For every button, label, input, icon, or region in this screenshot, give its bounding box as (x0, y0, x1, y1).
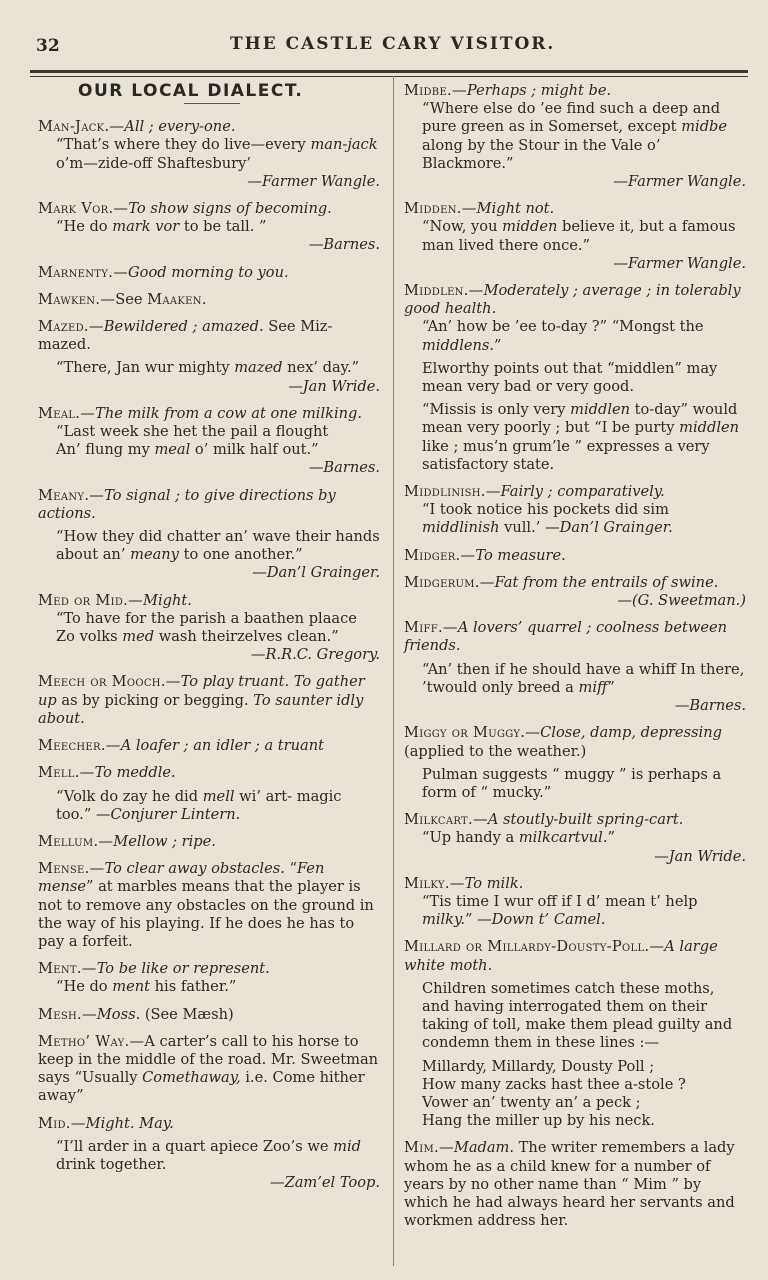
quote (56, 1138, 380, 1174)
left-column (38, 82, 380, 1201)
attribution: —Dan’l Grainger. (252, 564, 380, 582)
entry-milky (404, 875, 746, 930)
quote-italic: mid (333, 1137, 361, 1155)
quote (422, 893, 746, 929)
quote-italic: middlens. (422, 336, 495, 354)
quote-line: “Up handy a (422, 829, 519, 847)
definition: Fat from the entrails of swine. (494, 573, 719, 591)
attribution: —Farmer Wangle. (247, 172, 380, 190)
quote-line: magic too.” (56, 787, 342, 823)
entry-mesh (38, 1006, 380, 1024)
right-column (404, 82, 746, 1239)
headword: Midbe.— (404, 82, 467, 99)
entry-marnenty (38, 264, 380, 282)
entry-midger (404, 547, 746, 565)
entry-midgerum (404, 574, 746, 610)
definition: A stoutly-built spring-cart. (487, 811, 684, 829)
definition: Perhaps ; might be. (466, 82, 612, 99)
quote-italic: med (122, 628, 155, 646)
quote (56, 528, 380, 564)
text: as by picking or begging. (56, 691, 254, 709)
attribution: —Jan Wride. (654, 847, 746, 865)
quote-line: “That’s where they do live—every (56, 136, 306, 154)
headword: Millard or Millardy-Dousty-Poll.— (404, 938, 665, 956)
entry-miff (404, 619, 746, 715)
quote (56, 359, 380, 377)
headword: Mazed.— (38, 318, 104, 336)
quote-italic: man-jack (310, 136, 378, 154)
definition: To measure. (475, 546, 566, 564)
quote-italic: mazed (234, 359, 283, 377)
definition: All ; every-one. (124, 118, 236, 136)
headword: Mawken.— (38, 290, 116, 308)
quote-line: wi’ art- (234, 787, 293, 805)
attribution: —Conjurer Lintern. (95, 805, 241, 823)
quote-italic: milky. (422, 911, 465, 929)
quote-line: another.” (234, 546, 303, 564)
text: The writer remembers a lady whom he as a child knew for a number of years by no other name than “ Mim ” by which he had always heard her servants and workmen address her. (404, 1139, 735, 1230)
quote-line: drink together. (56, 1155, 167, 1173)
headword: Mim.— (404, 1139, 454, 1157)
quote (56, 788, 380, 824)
definition: Close, damp, depressing (540, 724, 722, 742)
quote (56, 218, 380, 236)
quote-line: An’ flung my (56, 441, 155, 459)
cross-ref: Maaken. (147, 290, 207, 308)
entry-miggy (404, 724, 746, 802)
text: i.e. Come hither away” (38, 1069, 365, 1105)
attribution: —Down t’ Camel. (472, 911, 606, 929)
definition: The milk from a cow at one milking. (95, 404, 363, 422)
quote (422, 501, 746, 537)
paragraph: Pulman suggests “ muggy ” is perhaps a form of “ mucky.” (422, 765, 722, 801)
attribution: —(G. Sweetman.) (617, 592, 746, 610)
entry-meech (38, 673, 380, 728)
attribution: —Dan’l Grainger. (540, 519, 673, 537)
quote-italic: middlinish (422, 519, 500, 537)
entry-mazed (38, 318, 380, 396)
definition: Good morning to you. (128, 263, 289, 281)
entry-midden (404, 200, 746, 273)
quote-line: flought (275, 423, 329, 441)
quote-line: Zoo’s we (262, 1137, 334, 1155)
definition: To show signs of becoming. (128, 200, 332, 218)
entry-meany (38, 487, 380, 583)
definition: Fen mense (38, 860, 325, 896)
headword: Ment.— (38, 960, 97, 978)
quote-line: “To have for the parish a baathen (56, 609, 305, 627)
quote-line: clean.” (286, 628, 339, 646)
headword: Middlinish.— (404, 483, 501, 501)
header-rule-thick (30, 70, 748, 73)
headword: Miff.— (404, 619, 458, 637)
quote-italic: ment (112, 978, 150, 996)
quote-italic: midbe (681, 118, 728, 136)
definition: Moss. (96, 1005, 141, 1023)
quote-line: wash theirzelves (154, 628, 283, 646)
quote (56, 628, 380, 646)
quote-line: ” (494, 336, 502, 354)
attribution: —Farmer Wangle. (613, 173, 746, 191)
headword: Man-Jack.— (38, 118, 125, 136)
quote-line: nex’ day.” (287, 359, 360, 377)
attribution: —Barnes. (308, 459, 380, 477)
headword: Marnenty.— (38, 263, 128, 281)
text: to-day” would mean very poorly ; but “I be purty (422, 401, 738, 437)
entry-mellum (38, 833, 380, 851)
entry-mell (38, 764, 380, 824)
cross-ref-text: See (115, 290, 148, 308)
quote-line: “Last week she het the pail a (56, 423, 272, 441)
definition: To saunter idly about. (38, 691, 364, 727)
quote (56, 441, 380, 459)
quote-line: “I took notice his pockets did sim (422, 501, 669, 519)
quote (422, 318, 746, 354)
quote-line: o’ milk half out.” (190, 441, 319, 459)
quote (422, 829, 746, 847)
page-number: 32 (36, 36, 60, 56)
quote-line: Zo volks (56, 628, 123, 646)
quote-line: “He do (56, 978, 113, 996)
definition: Mellow ; ripe. (113, 832, 216, 850)
attribution: —Jan Wride. (288, 377, 380, 395)
paragraph: Elworthy points out that “middlen” may mean very bad or very good. (422, 359, 718, 396)
definition: Comethaway, (142, 1069, 241, 1087)
quote-line: o’m—zide-off Shaftesbury’ (56, 154, 252, 172)
quote-line: plaace (308, 609, 357, 627)
entry-meecher (38, 737, 380, 755)
text: “Missis is only very (422, 401, 571, 419)
entry-mense (38, 860, 380, 951)
definition: A loafer ; an idler ; a truant (120, 737, 324, 755)
quote (56, 978, 380, 996)
definition: Madam. (453, 1139, 515, 1157)
quote-line: ” (607, 829, 615, 847)
headword: Midden.— (404, 200, 477, 218)
definition: To gather up (38, 673, 365, 709)
text: A carter’s call to his horse to keep in the middle of the road. Mr. Sweetman says “Usually (38, 1032, 379, 1087)
definition: Might. May. (85, 1114, 174, 1132)
quote-line: ” (607, 678, 615, 696)
quote-line: “Volk do zay he did (56, 787, 203, 805)
definition: Might not. (476, 200, 555, 218)
attribution: —Zam’el Toop. (269, 1174, 380, 1192)
column-divider (393, 76, 394, 1266)
entry-ment (38, 960, 380, 996)
entry-mark-vor (38, 200, 380, 255)
headword: Milkcart.— (404, 811, 488, 829)
attribution: —Barnes. (308, 236, 380, 254)
quote-line: believe it, but a famous man lived there once.” (422, 218, 736, 254)
quote-line: “Now, you (422, 218, 503, 236)
quote-line: their hands about an’ (56, 528, 380, 564)
quote-line: “Where else do ’ee find such a deep and pure green as in Somerset, except (422, 100, 721, 136)
headword: Midger.— (404, 546, 476, 564)
definition: Might. (143, 591, 192, 609)
quote-line: along by the Stour in the Vale o’ Blackmore.” (422, 136, 661, 172)
headword: Meecher.— (38, 737, 121, 755)
quote (56, 423, 380, 441)
quote-line: to be tall. ” (179, 218, 267, 236)
verse-line: Millardy, Millardy, Dousty Poll ; (422, 1057, 655, 1075)
headword: Middlen.— (404, 282, 484, 300)
attribution: —R.R.C. Gregory. (250, 646, 380, 664)
entry-mawken (38, 291, 380, 309)
note: (See Mæsh) (140, 1005, 234, 1023)
headword: Mense.— (38, 860, 105, 878)
entry-midbe (404, 82, 746, 191)
entry-metho-way (38, 1033, 380, 1106)
headword: Midgerum.— (404, 573, 495, 591)
quote (422, 218, 746, 254)
quote (56, 610, 380, 628)
quote-italic: meany (130, 546, 179, 564)
definition: Bewildered ; amazed. (103, 318, 264, 336)
definition: Fairly ; comparatively. (500, 483, 665, 501)
headword: Metho’ Way.— (38, 1032, 145, 1050)
definition: To be like or represent. (96, 960, 270, 978)
headword: Mellum.— (38, 832, 114, 850)
definition: To meddle. (94, 764, 176, 782)
note: See Miz-mazed. (38, 318, 333, 354)
quote-italic: miff (578, 678, 608, 696)
definition: To milk. (464, 874, 524, 892)
quote-line: In there, ’twould only breed a (422, 660, 745, 696)
quote-italic: milkcartvul. (518, 829, 608, 847)
verse-line: Hang the miller up by his neck. (422, 1112, 655, 1130)
quote-line: to one (178, 546, 230, 564)
quote-italic: midden (502, 218, 558, 236)
section-title-rule (184, 103, 240, 104)
headword: Mid.— (38, 1114, 86, 1132)
header-rule-thin (30, 76, 748, 77)
attribution: —Barnes. (674, 697, 746, 715)
entry-med (38, 592, 380, 665)
entry-mim (404, 1139, 746, 1230)
paragraph: Children sometimes catch these moths, and having interrogated them on their taking of toll, make them plead guilty and condemn them in these lines :— (422, 979, 733, 1052)
headword: Milky.— (404, 874, 465, 892)
definition: To play truant. (180, 673, 290, 691)
headword: Meech or Mooch.— (38, 673, 181, 691)
quote-italic: middlen (679, 419, 740, 437)
headword: Mell.— (38, 764, 95, 782)
entry-mid (38, 1115, 380, 1193)
headword: Miggy or Muggy.— (404, 724, 541, 742)
quote-italic: middlen (570, 401, 631, 419)
entry-middlinish (404, 483, 746, 538)
quote (422, 100, 746, 173)
definition: Moderately ; average ; in tolerably good health. (404, 282, 741, 318)
quote (422, 661, 746, 697)
entry-meal (38, 405, 380, 478)
headword: Meal.— (38, 404, 96, 422)
headword: Mark Vor.— (38, 200, 129, 218)
entry-man-jack (38, 118, 380, 191)
text: like ; mus’n grum’le ” expresses a very satisfactory state. (422, 437, 710, 473)
quote-line: “There, Jan wur mighty (56, 359, 235, 377)
definition: To signal ; to give directions by actions. (38, 486, 336, 522)
quote-line: “An’ how be ’ee to-day ?” “Mongst the (422, 318, 704, 336)
headword: Meany.— (38, 486, 105, 504)
definition: To clear away obstacles. (104, 860, 285, 878)
entry-middlen (404, 282, 746, 474)
paragraph (422, 401, 746, 474)
quote-line: “He do (56, 218, 113, 236)
quote-italic: mell (202, 787, 235, 805)
quote-line: “How they did chatter an’ wave (56, 528, 291, 546)
quote-line: “I’ll arder in a quart apiece (56, 1137, 259, 1155)
section-title: OUR LOCAL DIALECT. (78, 81, 304, 101)
text: ” at marbles means that the player is not to remove any obstacles on the ground in the way of his playing. If he does he has to pay a forfeit. (38, 878, 374, 950)
quote-line: “Tis time I wur off if I d’ mean t’ help (422, 892, 698, 910)
definition: A large white moth. (404, 938, 718, 974)
verse-line: Vower an’ twenty an’ a peck ; (422, 1093, 641, 1111)
quote-italic: meal (154, 441, 191, 459)
entry-milkcart (404, 811, 746, 866)
quote-italic: mark vor (112, 218, 180, 236)
text: “ (284, 860, 297, 878)
note: (applied to the weather.) (404, 742, 587, 760)
entry-millard (404, 938, 746, 1130)
quote-line: “An’ then if he should have a whiff (422, 660, 676, 678)
verse-line: How many zacks hast thee a-stole ? (422, 1075, 686, 1093)
quote (56, 136, 380, 172)
definition: A lovers’ quarrel ; coolness between friends. (404, 619, 728, 655)
running-title: THE CASTLE CARY VISITOR. (230, 34, 556, 54)
headword: Mesh.— (38, 1005, 97, 1023)
quote-line: vull.’ (499, 519, 541, 537)
headword: Med or Mid.— (38, 591, 144, 609)
attribution: —Farmer Wangle. (613, 254, 746, 272)
quote-line: ” (464, 911, 473, 929)
quote-line: his father.” (149, 978, 237, 996)
